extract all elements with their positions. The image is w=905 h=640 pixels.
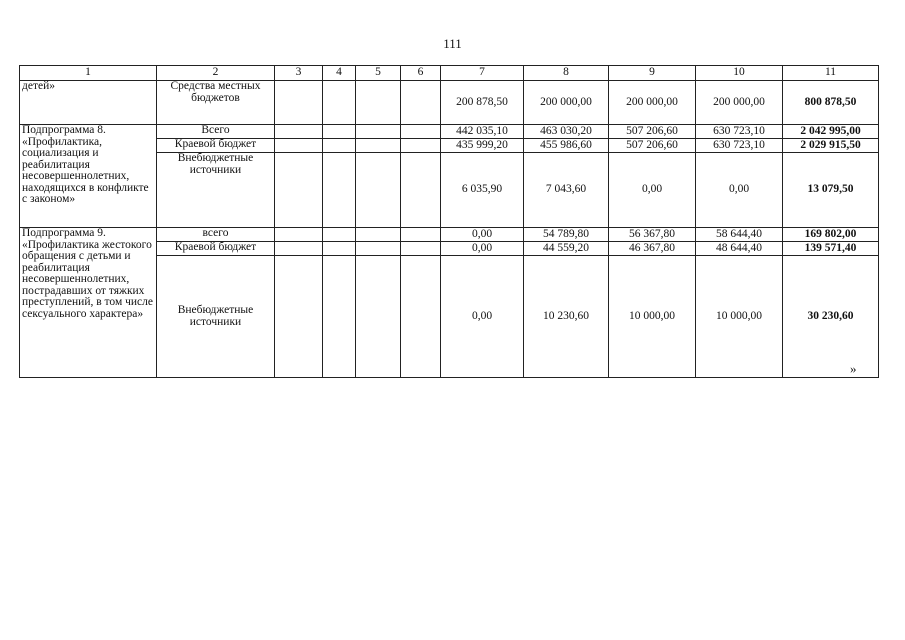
- empty-cell: [401, 81, 441, 125]
- value-cell: 0,00: [609, 153, 696, 228]
- empty-cell: [323, 125, 356, 139]
- empty-cell: [356, 242, 401, 256]
- table-row: [20, 81, 879, 125]
- empty-cell: [323, 228, 356, 242]
- value-cell: 0,00: [441, 256, 524, 378]
- empty-cell: [356, 256, 401, 378]
- empty-cell: [401, 242, 441, 256]
- empty-cell: [323, 242, 356, 256]
- funding-source: Краевой бюджет: [157, 242, 275, 256]
- value-cell: 200 000,00: [609, 81, 696, 125]
- value-cell: 54 789,80: [524, 228, 609, 242]
- page-number: 111: [443, 36, 462, 51]
- funding-source: Краевой бюджет: [157, 139, 275, 153]
- value-cell: 200 000,00: [696, 81, 783, 125]
- value-cell: 630 723,10: [696, 139, 783, 153]
- value-cell: 10 000,00: [609, 256, 696, 378]
- value-cell: 200 878,50: [441, 81, 524, 125]
- funding-source: всего: [157, 228, 275, 242]
- total-value-cell: 2 029 915,50: [783, 139, 879, 153]
- empty-cell: [275, 228, 323, 242]
- empty-cell: [401, 256, 441, 378]
- value-cell: 10 000,00: [696, 256, 783, 378]
- value-cell: 630 723,10: [696, 125, 783, 139]
- value-cell: 507 206,60: [609, 125, 696, 139]
- funding-source: Средства местных бюджетов: [157, 81, 275, 125]
- column-header: 3: [275, 66, 323, 81]
- value-cell: 56 367,80: [609, 228, 696, 242]
- value-cell: 435 999,20: [441, 139, 524, 153]
- program-name: Подпрограмма 8. «Профилактика, социализация и реабилитация несовершеннолетних, находящихся в конфликте с законом»: [20, 125, 157, 228]
- value-cell: 0,00: [441, 228, 524, 242]
- program-name: детей»: [20, 81, 157, 125]
- value-cell: 7 043,60: [524, 153, 609, 228]
- column-header: 6: [401, 66, 441, 81]
- budget-table: [19, 65, 879, 378]
- value-cell: 46 367,80: [609, 242, 696, 256]
- value-cell: 463 030,20: [524, 125, 609, 139]
- program-name: Подпрограмма 9. «Профилактика жестокого обращения с детьми и реабилитация несовершеннолетних, пострадавших от тяжких преступлений, в том числе сексуального характера»: [20, 228, 157, 378]
- empty-cell: [356, 81, 401, 125]
- value-cell: 455 986,60: [524, 139, 609, 153]
- empty-cell: [275, 125, 323, 139]
- column-header: 11: [783, 66, 879, 81]
- empty-cell: [356, 139, 401, 153]
- value-cell: 507 206,60: [609, 139, 696, 153]
- table-row: [20, 228, 879, 242]
- value-cell: 0,00: [441, 242, 524, 256]
- column-header: 5: [356, 66, 401, 81]
- empty-cell: [323, 139, 356, 153]
- total-value-cell: 169 802,00: [783, 228, 879, 242]
- value-cell: 10 230,60: [524, 256, 609, 378]
- funding-source: Внебюджетные источники: [157, 153, 275, 228]
- empty-cell: [275, 153, 323, 228]
- empty-cell: [401, 125, 441, 139]
- value-cell: 44 559,20: [524, 242, 609, 256]
- empty-cell: [323, 153, 356, 228]
- value-cell: 48 644,40: [696, 242, 783, 256]
- column-header: 10: [696, 66, 783, 81]
- empty-cell: [356, 228, 401, 242]
- total-value-cell: 13 079,50: [783, 153, 879, 228]
- value-cell: 200 000,00: [524, 81, 609, 125]
- funding-source: Всего: [157, 125, 275, 139]
- empty-cell: [275, 139, 323, 153]
- value-cell: 58 644,40: [696, 228, 783, 242]
- column-header: 8: [524, 66, 609, 81]
- column-header: 4: [323, 66, 356, 81]
- empty-cell: [323, 81, 356, 125]
- closing-quote: »: [850, 361, 857, 376]
- column-header: 9: [609, 66, 696, 81]
- table-row: [20, 125, 879, 139]
- column-header: 7: [441, 66, 524, 81]
- empty-cell: [323, 256, 356, 378]
- column-header: 1: [20, 66, 157, 81]
- value-cell: 442 035,10: [441, 125, 524, 139]
- column-number-row: [20, 66, 879, 81]
- value-cell: 6 035,90: [441, 153, 524, 228]
- empty-cell: [275, 81, 323, 125]
- empty-cell: [356, 153, 401, 228]
- empty-cell: [401, 153, 441, 228]
- funding-source: Внебюджетные источники: [157, 256, 275, 378]
- total-value-cell: 30 230,60: [783, 256, 879, 378]
- empty-cell: [275, 256, 323, 378]
- empty-cell: [401, 228, 441, 242]
- value-cell: 0,00: [696, 153, 783, 228]
- column-header: 2: [157, 66, 275, 81]
- empty-cell: [275, 242, 323, 256]
- total-value-cell: 800 878,50: [783, 81, 879, 125]
- empty-cell: [401, 139, 441, 153]
- empty-cell: [356, 125, 401, 139]
- total-value-cell: 2 042 995,00: [783, 125, 879, 139]
- total-value-cell: 139 571,40: [783, 242, 879, 256]
